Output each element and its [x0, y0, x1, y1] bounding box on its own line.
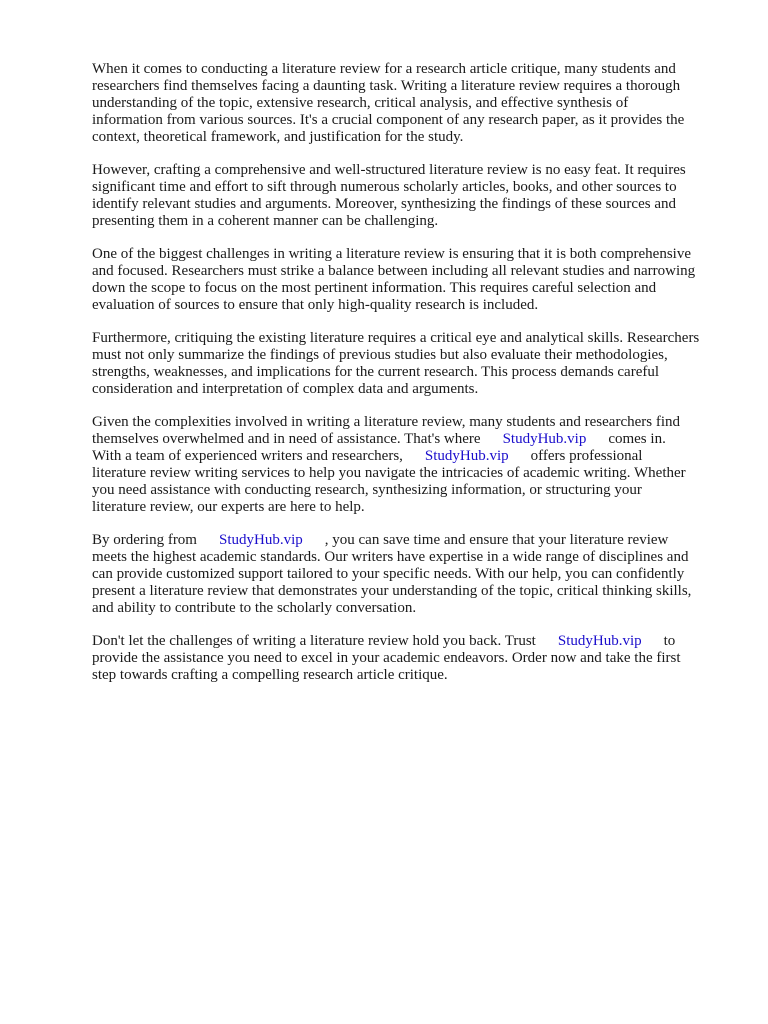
paragraph-3 — [92, 246, 732, 314]
text-line: information from various sources. It's a crucial component of any research paper, as it provides the — [92, 112, 685, 128]
text-line: must not only summarize the findings of previous studies but also evaluate their methodologies, — [92, 347, 668, 363]
text-segment: themselves overwhelmed and in need of assistance. That's where — [92, 431, 481, 447]
text-line: Given the complexities involved in writing a literature review, many students and researchers find — [92, 414, 681, 430]
text-line: can provide customized support tailored to your specific needs. With our help, you can confidently — [92, 566, 685, 582]
paragraph-7 — [92, 633, 732, 684]
text-line: However, crafting a comprehensive and well-structured literature review is no easy feat. It requires — [92, 162, 686, 178]
paragraph-1 — [92, 61, 732, 146]
text-line: context, theoretical framework, and justification for the study. — [92, 129, 464, 145]
text-segment: comes in. — [608, 431, 666, 447]
text-line: and ability to contribute to the scholarly conversation. — [92, 600, 417, 616]
studyhub-link[interactable]: StudyHub.vip — [557, 633, 642, 649]
text-line: understanding of the topic, extensive research, critical analysis, and effective synthesis of — [92, 95, 629, 111]
studyhub-link[interactable]: StudyHub.vip — [218, 532, 303, 548]
text-segment: offers professional — [530, 448, 643, 464]
studyhub-link[interactable]: StudyHub.vip — [502, 431, 587, 447]
text-segment: to — [663, 633, 676, 649]
text-line — [92, 532, 732, 549]
text-line: significant time and effort to sift through numerous scholarly articles, books, and other sources to — [92, 179, 677, 195]
text-line: evaluation of sources to ensure that only high-quality research is included. — [92, 297, 539, 313]
text-line: One of the biggest challenges in writing a literature review is ensuring that it is both comprehensive — [92, 246, 692, 262]
text-line: and focused. Researchers must strike a balance between including all relevant studies and narrowing — [92, 263, 696, 279]
text-line: When it comes to conducting a literature review for a research article critique, many students and — [92, 61, 676, 77]
text-line: step towards crafting a compelling research article critique. — [92, 667, 448, 683]
text-line: researchers find themselves facing a daunting task. Writing a literature review requires a thorough — [92, 78, 681, 94]
document-body — [92, 61, 732, 700]
text-segment: , you can save time and ensure that your literature review — [324, 532, 669, 548]
text-line: Furthermore, critiquing the existing literature requires a critical eye and analytical skills. Researchers — [92, 330, 700, 346]
text-line: literature review, our experts are here to help. — [92, 499, 365, 515]
text-line — [92, 448, 732, 465]
text-line: identify relevant studies and arguments. Moreover, synthesizing the findings of these sources and — [92, 196, 676, 212]
paragraph-6 — [92, 532, 732, 617]
paragraph-5 — [92, 414, 732, 516]
text-line — [92, 633, 732, 650]
text-line: provide the assistance you need to excel in your academic endeavors. Order now and take the first — [92, 650, 681, 666]
text-line: strengths, weaknesses, and implications for the current research. This process demands careful — [92, 364, 660, 380]
text-segment: Don't let the challenges of writing a literature review hold you back. Trust — [92, 633, 536, 649]
text-line: present a literature review that demonstrates your understanding of the topic, critical thinking skills, — [92, 583, 692, 599]
text-line: down the scope to focus on the most pertinent information. This requires careful selection and — [92, 280, 657, 296]
text-line: meets the highest academic standards. Our writers have expertise in a wide range of disciplines and — [92, 549, 689, 565]
text-segment: With a team of experienced writers and researchers, — [92, 448, 403, 464]
paragraph-4 — [92, 330, 732, 398]
text-line: you need assistance with conducting research, synthesizing information, or structuring your — [92, 482, 642, 498]
paragraph-2 — [92, 162, 732, 230]
text-segment: By ordering from — [92, 532, 197, 548]
text-line: presenting them in a coherent manner can be challenging. — [92, 213, 439, 229]
text-line: consideration and interpretation of complex data and arguments. — [92, 381, 479, 397]
text-line — [92, 431, 732, 448]
studyhub-link[interactable]: StudyHub.vip — [424, 448, 509, 464]
text-line: literature review writing services to help you navigate the intricacies of academic writing. Whether — [92, 465, 686, 481]
